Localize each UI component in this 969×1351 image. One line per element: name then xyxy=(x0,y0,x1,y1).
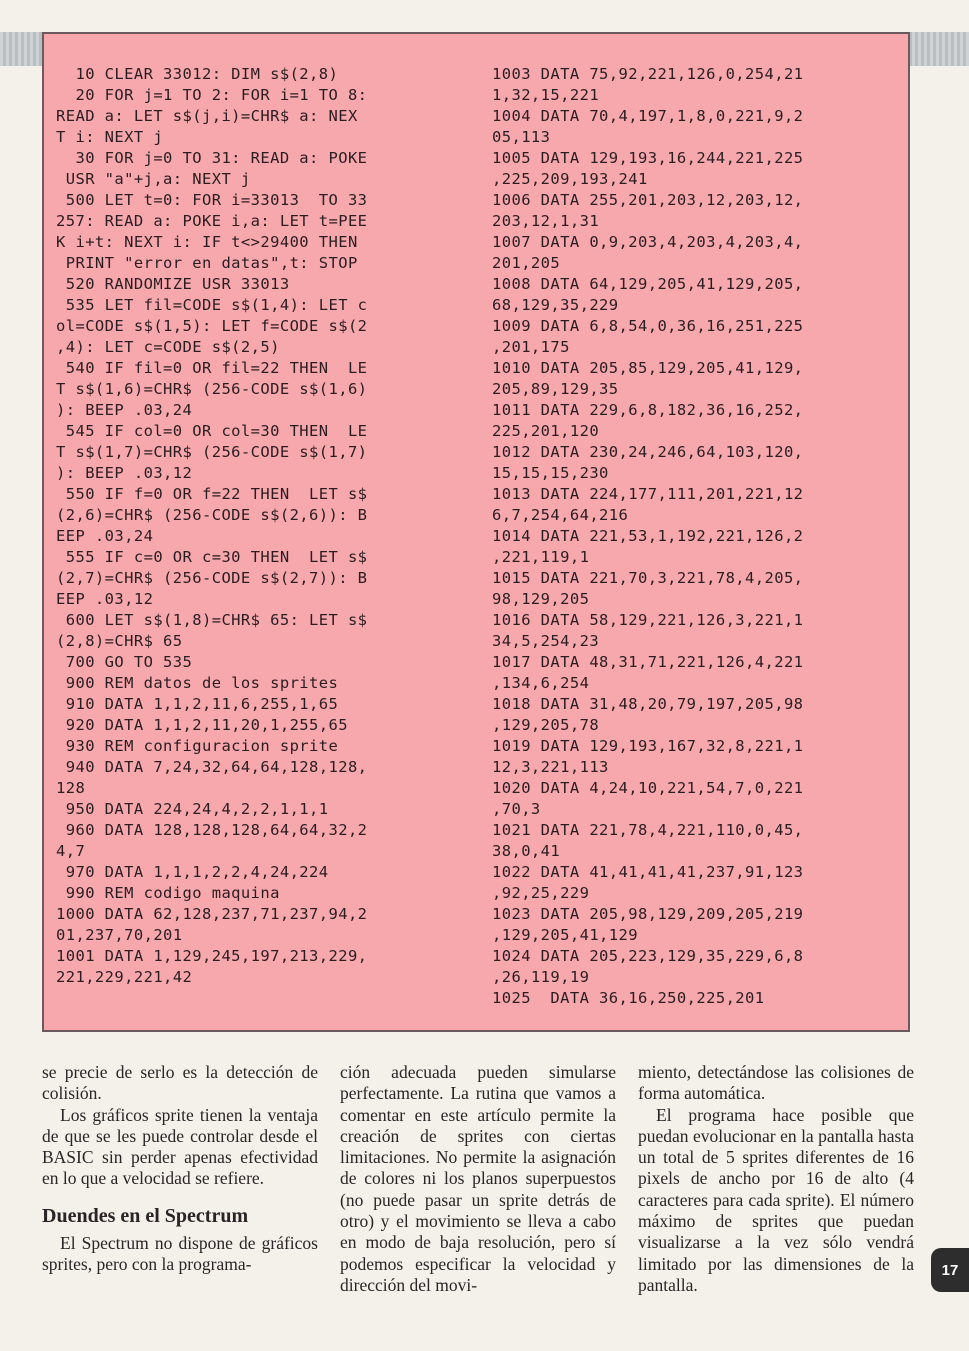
code-line: ,129,205,41,129 xyxy=(492,926,638,944)
code-line: 1003 DATA 75,92,221,126,0,254,21 xyxy=(492,65,804,83)
code-line: 500 LET t=0: FOR i=33013 TO 33 xyxy=(56,191,368,209)
code-line: ,201,175 xyxy=(492,338,570,356)
code-line: 550 IF f=0 OR f=22 THEN LET s$ xyxy=(56,485,368,503)
code-line: 1006 DATA 255,201,203,12,203,12, xyxy=(492,191,804,209)
paragraph: El Spectrum no dispone de gráficos sprites, pero con la programa- xyxy=(42,1233,318,1275)
code-line: 1019 DATA 129,193,167,32,8,221,1 xyxy=(492,737,804,755)
code-line: 1024 DATA 205,223,129,35,229,6,8 xyxy=(492,947,804,965)
page-number: 17 xyxy=(941,1261,959,1279)
code-line: T s$(1,7)=CHR$ (256-CODE s$(1,7) xyxy=(56,443,368,461)
code-line: 1018 DATA 31,48,20,79,197,205,98 xyxy=(492,695,804,713)
code-line: 535 LET fil=CODE s$(1,4): LET c xyxy=(56,296,368,314)
code-line: 34,5,254,23 xyxy=(492,632,600,650)
code-line: ,134,6,254 xyxy=(492,674,590,692)
code-line: 1010 DATA 205,85,129,205,41,129, xyxy=(492,359,804,377)
code-line: 910 DATA 1,1,2,11,6,255,1,65 xyxy=(56,695,339,713)
code-line: 930 REM configuracion sprite xyxy=(56,737,339,755)
article-column-2 xyxy=(340,1062,616,1296)
code-line: 950 DATA 224,24,4,2,2,1,1,1 xyxy=(56,800,329,818)
code-line: 203,12,1,31 xyxy=(492,212,600,230)
code-line: 1014 DATA 221,53,1,192,221,126,2 xyxy=(492,527,804,545)
code-line: 1015 DATA 221,70,3,221,78,4,205, xyxy=(492,569,804,587)
code-line: 12,3,221,113 xyxy=(492,758,609,776)
code-line: 545 IF col=0 OR col=30 THEN LE xyxy=(56,422,368,440)
code-line: 05,113 xyxy=(492,128,551,146)
code-line: K i+t: NEXT i: IF t<>29400 THEN xyxy=(56,233,358,251)
code-line: 900 REM datos de los sprites xyxy=(56,674,339,692)
code-line: 1021 DATA 221,78,4,221,110,0,45, xyxy=(492,821,804,839)
code-line: 1025 DATA 36,16,250,225,201 xyxy=(492,989,765,1007)
code-line: (2,6)=CHR$ (256-CODE s$(2,6)): B xyxy=(56,506,368,524)
code-line: 1,32,15,221 xyxy=(492,86,600,104)
code-line: 201,205 xyxy=(492,254,561,272)
code-line: ,129,205,78 xyxy=(492,716,600,734)
code-line: 920 DATA 1,1,2,11,20,1,255,65 xyxy=(56,716,348,734)
code-line: 520 RANDOMIZE USR 33013 xyxy=(56,275,290,293)
code-line: 1011 DATA 229,6,8,182,36,16,252, xyxy=(492,401,804,419)
code-line: 4,7 xyxy=(56,842,86,860)
paragraph: se precie de serlo es la detección de colisión. xyxy=(42,1062,318,1104)
code-line: 205,89,129,35 xyxy=(492,380,619,398)
code-line: 700 GO TO 535 xyxy=(56,653,193,671)
code-line: 1008 DATA 64,129,205,41,129,205, xyxy=(492,275,804,293)
code-line: 1013 DATA 224,177,111,201,221,12 xyxy=(492,485,804,503)
article-column-3 xyxy=(638,1062,914,1296)
code-line: T i: NEXT j xyxy=(56,128,164,146)
code-line: 1017 DATA 48,31,71,221,126,4,221 xyxy=(492,653,804,671)
code-line: 38,0,41 xyxy=(492,842,561,860)
code-line: 1000 DATA 62,128,237,71,237,94,2 xyxy=(56,905,368,923)
section-heading: Duendes en el Spectrum xyxy=(42,1204,249,1227)
code-line: 225,201,120 xyxy=(492,422,600,440)
code-line: 01,237,70,201 xyxy=(56,926,183,944)
listing-column-right xyxy=(492,64,904,1009)
code-line: 1023 DATA 205,98,129,209,205,219 xyxy=(492,905,804,923)
code-line: ,26,119,19 xyxy=(492,968,590,986)
code-line: 10 CLEAR 33012: DIM s$(2,8) xyxy=(56,65,339,83)
code-line: ol=CODE s$(1,5): LET f=CODE s$(2 xyxy=(56,317,368,335)
code-line: 257: READ a: POKE i,a: LET t=PEE xyxy=(56,212,368,230)
code-line: 970 DATA 1,1,1,2,2,4,24,224 xyxy=(56,863,329,881)
code-line: 1012 DATA 230,24,246,64,103,120, xyxy=(492,443,804,461)
code-line: ,92,25,229 xyxy=(492,884,590,902)
article-column-1 xyxy=(42,1062,318,1276)
code-line: 221,229,221,42 xyxy=(56,968,193,986)
code-line: 68,129,35,229 xyxy=(492,296,619,314)
paragraph: Los gráficos sprite tienen la ventaja de que se les puede controlar desde el BASIC sin perder apenas efectividad en lo que a velocidad se refiere. xyxy=(42,1104,318,1189)
code-line: (2,7)=CHR$ (256-CODE s$(2,7)): B xyxy=(56,569,368,587)
code-line: 98,129,205 xyxy=(492,590,590,608)
code-line: ): BEEP .03,24 xyxy=(56,401,193,419)
code-line: 1020 DATA 4,24,10,221,54,7,0,221 xyxy=(492,779,804,797)
page-number-tab xyxy=(931,1248,969,1292)
code-line: PRINT "error en datas",t: STOP xyxy=(56,254,358,272)
code-line: 6,7,254,64,216 xyxy=(492,506,629,524)
program-listing-box xyxy=(42,32,910,1032)
code-line: 1004 DATA 70,4,197,1,8,0,221,9,2 xyxy=(492,107,804,125)
code-line: ,221,119,1 xyxy=(492,548,590,566)
code-line: 1007 DATA 0,9,203,4,203,4,203,4, xyxy=(492,233,804,251)
code-line: ,225,209,193,241 xyxy=(492,170,648,188)
code-line: 1016 DATA 58,129,221,126,3,221,1 xyxy=(492,611,804,629)
code-line: USR "a"+j,a: NEXT j xyxy=(56,170,251,188)
listing-column-left xyxy=(56,64,466,988)
paragraph: El programa hace posible que puedan evolucionar en la pantalla hasta un total de 5 sprites diferentes de 16 pixels de ancho por 16 de alto (4 caracteres para cada sprite). El número máximo de sprites que puedan visualizarse a la vez sólo vendrá limitado por las dimensiones de la pantalla. xyxy=(638,1104,914,1295)
code-line: READ a: LET s$(j,i)=CHR$ a: NEX xyxy=(56,107,358,125)
code-line: ,70,3 xyxy=(492,800,541,818)
code-line: 990 REM codigo maquina xyxy=(56,884,280,902)
code-line: EEP .03,24 xyxy=(56,527,154,545)
code-line: ,4): LET c=CODE s$(2,5) xyxy=(56,338,280,356)
code-line: 128 xyxy=(56,779,86,797)
code-line: 600 LET s$(1,8)=CHR$ 65: LET s$ xyxy=(56,611,368,629)
code-line: T s$(1,6)=CHR$ (256-CODE s$(1,6) xyxy=(56,380,368,398)
code-line: EEP .03,12 xyxy=(56,590,154,608)
code-line: (2,8)=CHR$ 65 xyxy=(56,632,183,650)
code-line: 960 DATA 128,128,128,64,64,32,2 xyxy=(56,821,368,839)
code-line: 15,15,15,230 xyxy=(492,464,609,482)
code-line: 20 FOR j=1 TO 2: FOR i=1 TO 8: xyxy=(56,86,368,104)
code-line: 555 IF c=0 OR c=30 THEN LET s$ xyxy=(56,548,368,566)
code-line: 1001 DATA 1,129,245,197,213,229, xyxy=(56,947,368,965)
code-line: 1005 DATA 129,193,16,244,221,225 xyxy=(492,149,804,167)
code-line: 30 FOR j=0 TO 31: READ a: POKE xyxy=(56,149,368,167)
code-line: 1009 DATA 6,8,54,0,36,16,251,225 xyxy=(492,317,804,335)
code-line: 1022 DATA 41,41,41,41,237,91,123 xyxy=(492,863,804,881)
paragraph: miento, detectándose las colisiones de forma automática. xyxy=(638,1062,914,1104)
code-line: 540 IF fil=0 OR fil=22 THEN LE xyxy=(56,359,368,377)
code-line: 940 DATA 7,24,32,64,64,128,128, xyxy=(56,758,368,776)
code-line: ): BEEP .03,12 xyxy=(56,464,193,482)
paragraph: ción adecuada pueden simularse perfectamente. La rutina que vamos a comentar en este artículo permite la creación de sprites con ciertas limitaciones. No permite la asignación de colores ni los planos superpuestos (no puede pasar un sprite detrás de otro) y el movimiento se lleva a cabo en modo de baja resolución, pero sí podemos especificar la velocidad y dirección del movi- xyxy=(340,1062,616,1295)
